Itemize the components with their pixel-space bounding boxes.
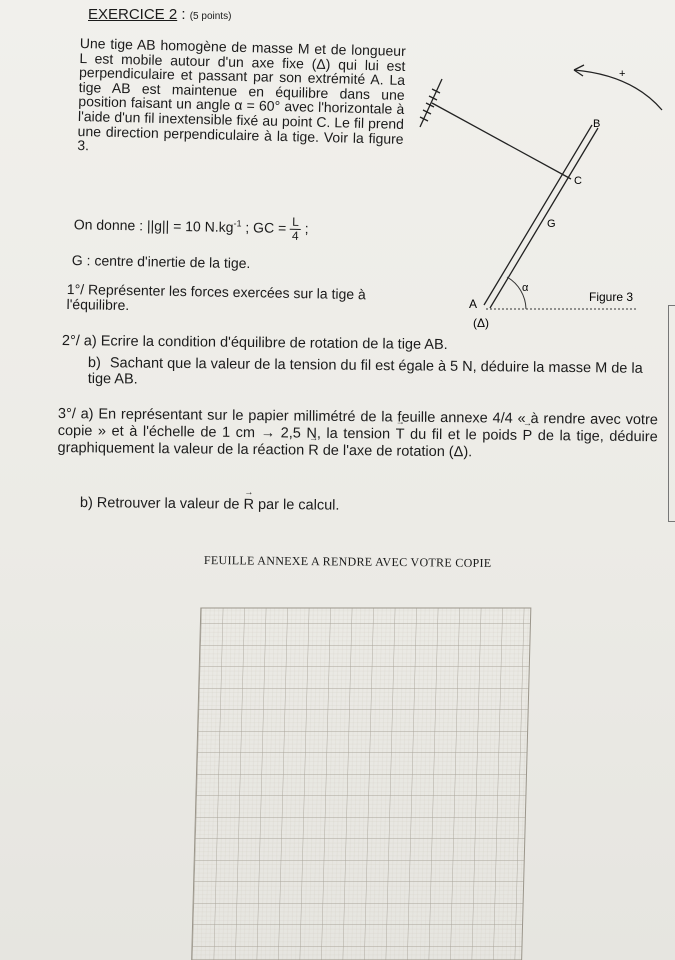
vector-p: → P [522,428,532,445]
question-2b [88,355,663,393]
label-a: A [469,297,478,311]
center-of-mass-note: G : centre d'inertie de la tige. [71,252,251,272]
given-suffix: ; [300,220,309,237]
given-exponent: -1 [233,218,242,229]
given-data [74,212,309,243]
question-3a-part4: de l'axe de rotation (Δ). [318,442,473,461]
gc-fraction [290,216,301,243]
question-2b-text: Sachant que la valeur de la tension du fil est égale à 5 N, déduire la masse M de la tige AB. [87,355,643,388]
question-3b-part2: par le calcul. [253,496,340,514]
given-gc: ; GC = [241,219,291,236]
question-2a: 2°/ a) Ecrire la condition d'équilibre de rotation de la tige AB. [61,333,448,354]
question-3b [80,495,340,514]
graph-paper [180,602,540,960]
fraction-denominator: 4 [291,228,299,243]
question-3a [57,406,658,463]
label-b: B [593,118,601,130]
annex-title: FEUILLE ANNEXE A RENDRE AVEC VOTRE COPIE [203,553,492,571]
rotation-arrow [574,70,662,110]
given-prefix: On donne : ||g|| = 10 N.kg [73,216,234,235]
question-3a-part1: 3°/ a) En représentant sur le papier millimétré de la feuille annexe 4/4 « à rendre avec votre copie » et à l'échelle de 1 cm → 2,5 N, la tension [57,406,658,443]
label-plus: + [619,68,626,80]
question-1: 1°/ Représenter les forces exercées sur la tige à l'équilibre. [66,281,366,314]
header-separator: : [177,6,190,23]
label-g: G [547,218,556,230]
exercise-points: (5 points) [189,11,232,22]
rod-ab [484,125,598,308]
label-c: C [574,175,582,187]
question-3a-part3: de la tige, déduire graphiquement la valeur de la réaction [57,427,658,459]
label-alpha: α [522,282,529,294]
vector-r: → R [308,443,319,460]
question-3a-part2: du fil et le poids [404,426,523,444]
label-axis: (Δ) [473,316,490,330]
page-edge-bracket [668,305,675,522]
figure-caption: Figure 3 [589,290,634,304]
vector-r-2: → R [243,497,254,513]
question-2b-label: b) [87,355,101,372]
ceiling-support [420,79,442,127]
vector-t: → T [396,427,405,444]
figure-3 [412,55,668,335]
fraction-numerator: L [290,216,301,230]
exercise-header [88,6,231,23]
problem-statement: Une tige AB homogène de masse M et de longueur L est mobile autour d'un axe fixe (Δ) qui lui est perpendiculaire et passant par son extrémité A. La tige AB est maintenue en équilibre dans une position faisant un angle α = 60° avec l'horizontale à l'aide d'un fil inextensible fixé au point C. Le fil prend une direction perpendiculaire à la tige. Voir la figure 3. [77,35,406,154]
question-3b-part1: b) Retrouver la valeur de [79,495,244,513]
string [432,103,571,179]
exercise-title: EXERCICE 2 [88,6,178,23]
